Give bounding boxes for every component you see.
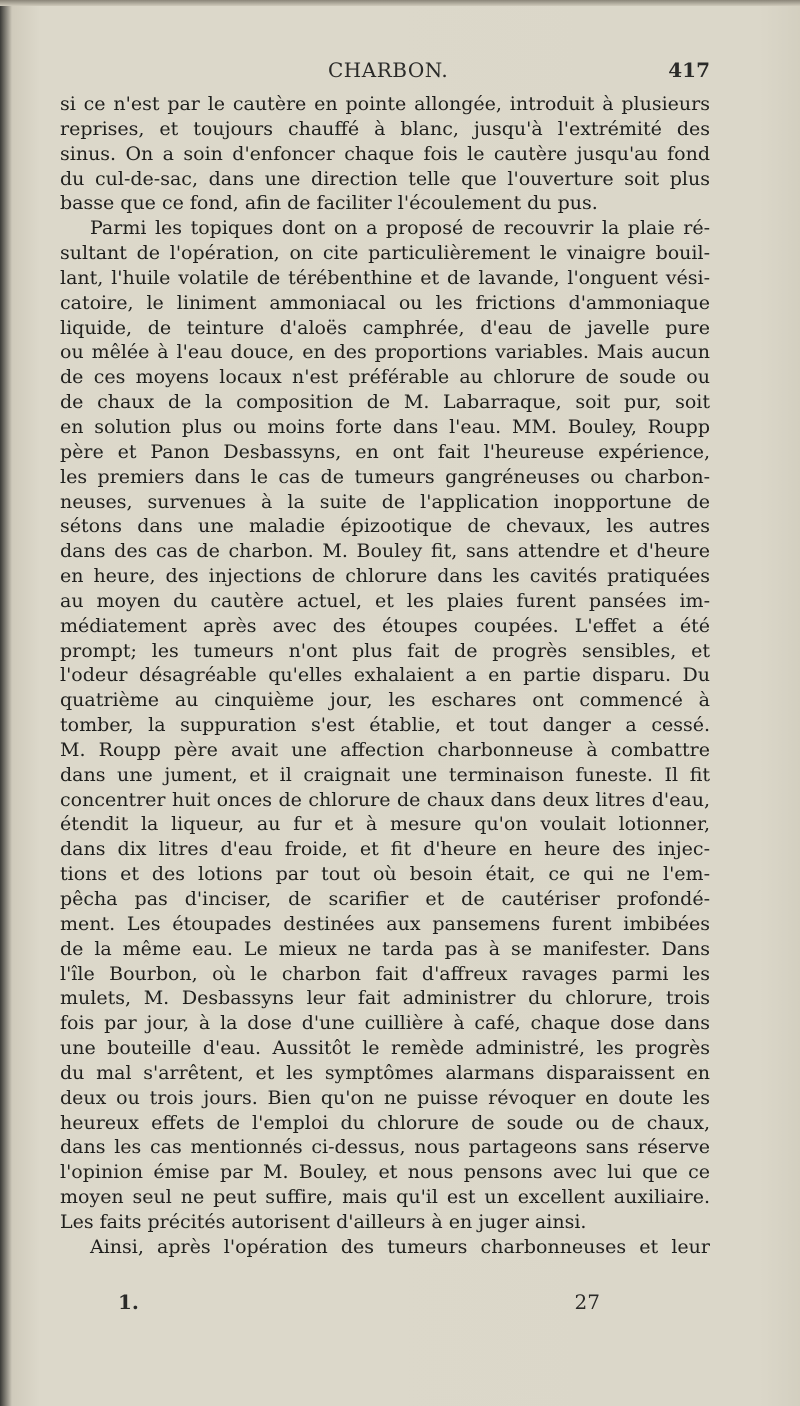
text-line: dans une jument, et il craignait une terminaison funeste. Il fit (60, 763, 710, 786)
text-line: quatrième au cinquième jour, les eschares ont commencé à (60, 689, 710, 712)
text-line: tomber, la suppuration s'est établie, et tout danger a cessé. (60, 714, 710, 737)
text-line: en solution plus ou moins forte dans l'eau. MM. Bouley, Roupp (60, 415, 710, 438)
text-line: une bouteille d'eau. Aussitôt le remède administré, les progrès (60, 1037, 710, 1060)
page-header (60, 58, 710, 90)
text-line: dans dix litres d'eau froide, et fit d'heure en heure des injec- (60, 838, 710, 861)
running-title: CHARBON. (328, 58, 449, 82)
page-footer (118, 1290, 710, 1320)
text-line: si ce n'est par le cautère en pointe allongée, introduit à plusieurs (60, 93, 710, 115)
text-line: fois par jour, à la dose d'une cuillière à café, chaque dose dans (60, 1012, 710, 1035)
body-text (60, 92, 710, 1260)
signature-mark-left: 1. (118, 1290, 139, 1314)
text-line: concentrer huit onces de chlorure de chaux dans deux litres d'eau, (60, 788, 710, 811)
text-line: en heure, des injections de chlorure dans les cavités pratiquées (60, 565, 710, 588)
text-line: reprises, et toujours chauffé à blanc, jusqu'à l'extrémité des (60, 117, 710, 140)
text-line: heureux effets de l'emploi du chlorure de soude ou de chaux, (60, 1111, 710, 1134)
text-line: de la même eau. Le mieux ne tarda pas à se manifester. Dans (60, 937, 710, 960)
text-line: tions et des lotions par tout où besoin était, ce qui ne l'em- (60, 863, 710, 886)
text-line: l'île Bourbon, où le charbon fait d'affreux ravages parmi les (60, 962, 710, 985)
text-line: moyen seul ne peut suffire, mais qu'il est un excellent auxiliaire. (60, 1186, 710, 1209)
text-line: sinus. On a soin d'enfoncer chaque fois le cautère jusqu'au fond (60, 142, 710, 165)
text-line: dans des cas de charbon. M. Bouley fit, sans attendre et d'heure (60, 540, 710, 563)
text-line: étendit la liqueur, au fur et à mesure qu'on voulait lotionner, (60, 813, 710, 836)
signature-mark-right: 27 (574, 1290, 600, 1314)
text-line: sultant de l'opération, on cite particulièrement le vinaigre bouil- (60, 242, 710, 265)
text-line: lant, l'huile volatile de térébenthine et de lavande, l'onguent vési- (60, 266, 710, 289)
page-top-edge (0, 0, 800, 6)
text-line: père et Panon Desbassyns, en ont fait l'heureuse expérience, (60, 440, 710, 463)
text-line: au moyen du cautère actuel, et les plaies furent pansées im- (60, 589, 710, 612)
text-line: ou mêlée à l'eau douce, en des proportions variables. Mais aucun (60, 341, 710, 364)
text-line: de ces moyens locaux n'est préférable au chlorure de soude ou (60, 366, 710, 389)
text-line: deux ou trois jours. Bien qu'on ne puisse révoquer en doute les (60, 1086, 710, 1109)
text-line: du cul-de-sac, dans une direction telle que l'ouverture soit plus (60, 167, 710, 190)
text-line: mulets, M. Desbassyns leur fait administrer du chlorure, trois (60, 987, 710, 1010)
text-line: sétons dans une maladie épizootique de chevaux, les autres (60, 515, 710, 538)
text-line: Parmi les topiques dont on a proposé de recouvrir la plaie ré- (90, 217, 710, 240)
text-line: pêcha pas d'inciser, de scarifier et de cautériser profondé- (60, 888, 710, 910)
text-line: prompt; les tumeurs n'ont plus fait de progrès sensibles, et (60, 639, 710, 662)
text-line: M. Roupp père avait une affection charbonneuse à combattre (60, 738, 710, 761)
text-line: liquide, de teinture d'aloës camphrée, d'eau de javelle pure (60, 316, 710, 339)
text-line: Les faits précités autorisent d'ailleurs à en juger ainsi. (60, 1210, 587, 1233)
text-line: dans les cas mentionnés ci-dessus, nous partageons sans réserve (60, 1136, 710, 1159)
text-line: l'opinion émise par M. Bouley, et nous pensons avec lui que ce (60, 1161, 710, 1184)
text-line: Ainsi, après l'opération des tumeurs charbonneuses et leur (90, 1235, 710, 1258)
text-line: de chaux de la composition de M. Labarraque, soit pur, soit (60, 391, 710, 414)
text-line: médiatement après avec des étoupes coupées. L'effet a été (60, 614, 710, 637)
text-line: basse que ce fond, afin de faciliter l'écoulement du pus. (60, 192, 598, 215)
text-line: neuses, survenues à la suite de l'application inopportune de (60, 490, 710, 513)
text-line: l'odeur désagréable qu'elles exhalaient a en partie disparu. Du (60, 664, 710, 687)
text-line: les premiers dans le cas de tumeurs gangréneuses ou charbon- (60, 465, 710, 488)
page-number: 417 (668, 58, 710, 82)
text-line: catoire, le liniment ammoniacal ou les frictions d'ammoniaque (60, 291, 710, 314)
text-line: ment. Les étoupades destinées aux pansemens furent imbibées (60, 912, 710, 935)
text-line: du mal s'arrêtent, et les symptômes alarmans disparaissent en (60, 1061, 710, 1084)
